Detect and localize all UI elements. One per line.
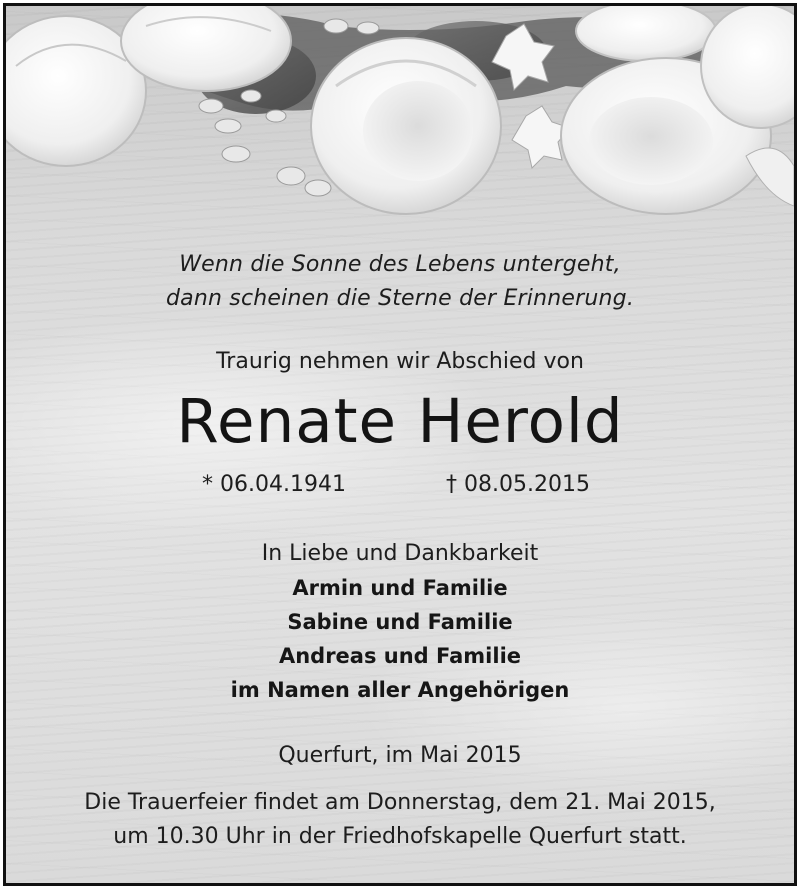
quote-line-2: dann scheinen die Sterne der Erinnerung. <box>165 286 635 311</box>
birth-date: * 06.04.1941 <box>202 472 346 497</box>
obituary-notice <box>3 3 797 886</box>
mourner-sabine: Sabine und Familie <box>287 610 513 634</box>
quote-line-1: Wenn die Sonne des Lebens untergeht, <box>179 252 621 277</box>
mourner-andreas: Andreas und Familie <box>278 644 522 668</box>
funeral-line-1: Die Trauerfeier findet am Donnerstag, dem 21. Mai 2015, <box>84 790 716 815</box>
deceased-name: Renate Herold <box>176 386 624 457</box>
funeral-line-2: um 10.30 Uhr in der Friedhofskapelle Querfurt statt. <box>113 824 687 849</box>
death-date: † 08.05.2015 <box>446 472 590 497</box>
mourner-all-relatives: im Namen aller Angehörigen <box>230 678 570 702</box>
mourner-armin: Armin und Familie <box>292 576 508 600</box>
farewell-intro: Traurig nehmen wir Abschied von <box>216 349 584 374</box>
flower-decoration-image <box>6 6 794 221</box>
mourners-intro: In Liebe und Dankbarkeit <box>261 541 539 566</box>
place-date: Querfurt, im Mai 2015 <box>278 743 522 768</box>
